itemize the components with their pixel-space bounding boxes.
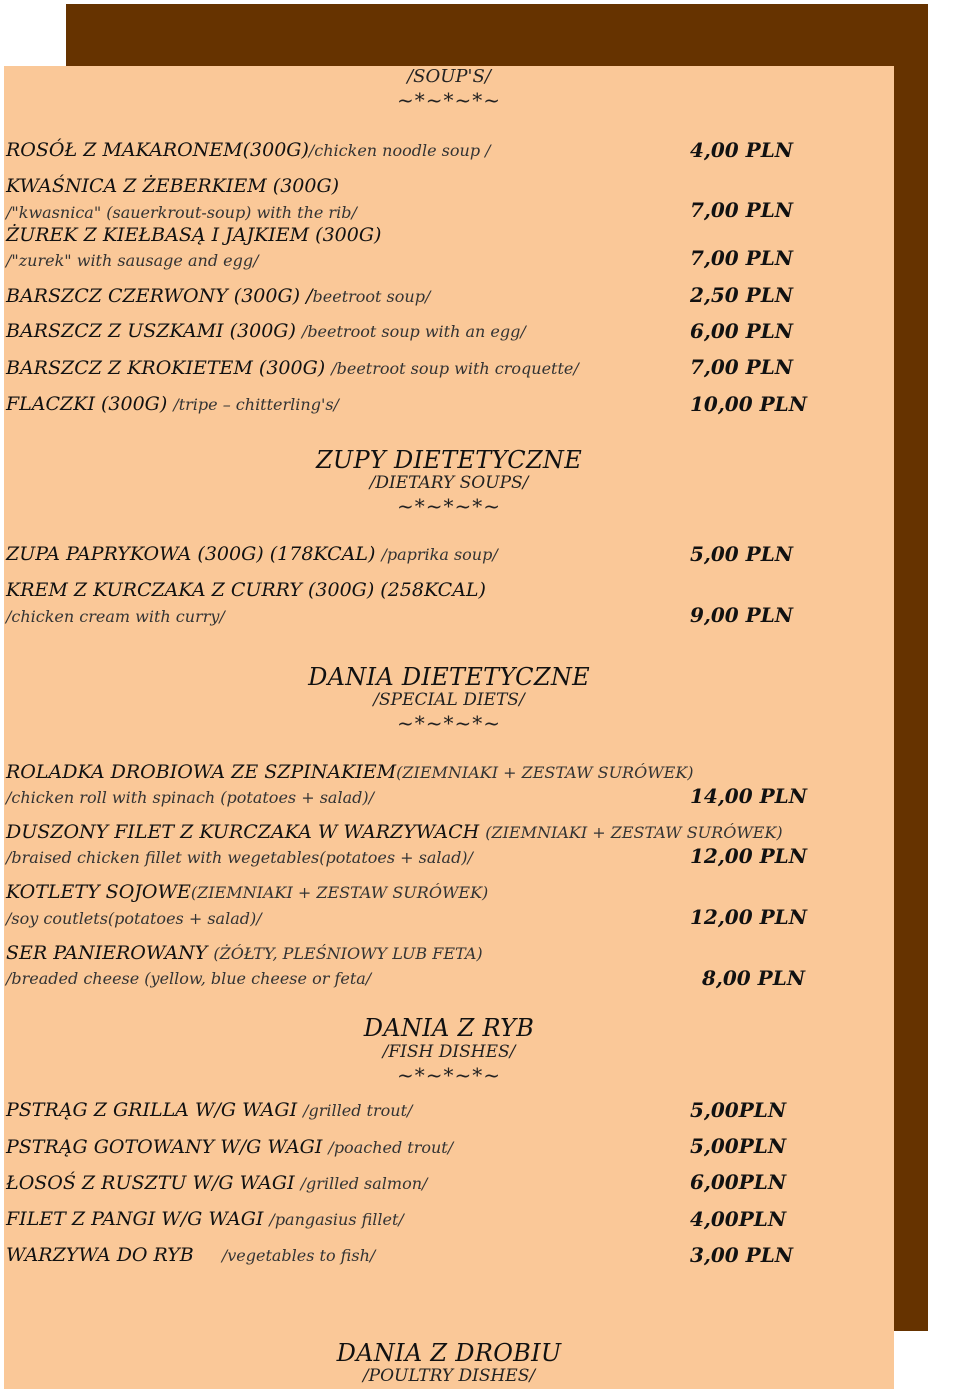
item-price: 4,00PLN [690,1207,787,1231]
poultry-subtitle: /POULTRY DISHES/ [362,1366,536,1386]
fish-subtitle: /FISH DISHES/ [382,1042,516,1062]
item-price: 7,00 PLN [690,246,794,270]
item-price: 12,00 PLN [690,905,807,929]
menu-item: ŁOSOŚ Z RUSZTU W/G WAGI /grilled salmon/ [6,1172,428,1194]
item-price: 8,00 PLN [702,966,806,990]
item-price: 6,00 PLN [690,319,794,343]
menu-item: WARZYWA DO RYB /vegetables to fish/ [6,1244,376,1266]
item-price: 3,00 PLN [690,1243,794,1267]
menu-item: DUSZONY FILET Z KURCZAKA W WARZYWACH (ZIEMNIAKI + ZESTAW SURÓWEK) [6,821,783,843]
special-diets-tilde: ~*~*~*~ [396,711,502,735]
item-price: 10,00 PLN [690,392,807,416]
menu-item: BARSZCZ CZERWONY (300G) /beetroot soup/ [6,285,431,307]
dietary-soups-subtitle: /DIETARY SOUPS/ [369,473,529,493]
menu-page [4,66,894,1389]
menu-item: KWAŚNICA Z ŻEBERKIEM (300G) [6,175,340,197]
menu-item: PSTRĄG Z GRILLA W/G WAGI /grilled trout/ [6,1099,413,1121]
item-price: 9,00 PLN [690,603,794,627]
item-price: 7,00 PLN [690,355,794,379]
menu-item: FLACZKI (300G) /tripe – chitterling's/ [6,393,339,415]
dietary-soups-title: ZUPY DIETETYCZNE [315,446,583,474]
menu-item-translation: /braised chicken fillet with wegetables(potatoes + salad)/ [6,848,473,867]
menu-item: SER PANIEROWANY (ŻÓŁTY, PLEŚNIOWY LUB FETA) [6,942,483,964]
item-price: 5,00 PLN [690,542,794,566]
item-price: 6,00PLN [690,1170,787,1194]
soups-tilde: ~*~*~*~ [396,88,502,112]
item-price: 14,00 PLN [690,784,807,808]
menu-item: ZUPA PAPRYKOWA (300G) (178KCAL) /paprika soup/ [6,543,498,565]
menu-item: PSTRĄG GOTOWANY W/G WAGI /poached trout/ [6,1136,454,1158]
fish-title: DANIA Z RYB [363,1014,535,1042]
menu-item: BARSZCZ Z USZKAMI (300G) /beetroot soup with an egg/ [6,320,526,342]
menu-item-translation: /chicken roll with spinach (potatoes + salad)/ [6,788,374,807]
special-diets-title: DANIA DIETETYCZNE [308,663,590,691]
menu-item-translation: /breaded cheese (yellow, blue cheese or feta/ [6,969,372,988]
menu-item: ROSÓŁ Z MAKARONEM(300G)/chicken noodle soup / [6,139,491,161]
item-price: 7,00 PLN [690,198,794,222]
item-price: 4,00 PLN [690,138,794,162]
dietary-soups-tilde: ~*~*~*~ [396,494,502,518]
item-price: 2,50 PLN [690,283,794,307]
menu-item-translation: /"zurek" with sausage and egg/ [6,251,259,270]
fish-tilde: ~*~*~*~ [396,1063,502,1087]
menu-item-translation: /"kwasnica" (sauerkrout-soup) with the rib/ [6,203,357,222]
menu-item: KREM Z KURCZAKA Z CURRY (300G) (258KCAL) [6,579,486,601]
item-price: 5,00PLN [690,1134,787,1158]
menu-item: FILET Z PANGI W/G WAGI /pangasius fillet/ [6,1208,404,1230]
menu-item-translation: /chicken cream with curry/ [6,607,225,626]
menu-item: ŻUREK Z KIEŁBASĄ I JAJKIEM (300G) [6,224,382,246]
item-price: 5,00PLN [690,1098,787,1122]
menu-item: KOTLETY SOJOWE(ZIEMNIAKI + ZESTAW SURÓWEK) [6,881,489,903]
special-diets-subtitle: /SPECIAL DIETS/ [373,690,525,710]
menu-item: ROLADKA DROBIOWA ZE SZPINAKIEM(ZIEMNIAKI + ZESTAW SURÓWEK) [6,761,694,783]
menu-item: BARSZCZ Z KROKIETEM (300G) /beetroot soup with croquette/ [6,357,579,379]
soups-title: /SOUP'S/ [407,66,491,87]
item-price: 12,00 PLN [690,844,807,868]
menu-item-translation: /soy coutlets(potatoes + salad)/ [6,909,262,928]
poultry-title: DANIA Z DROBIU [336,1339,562,1367]
